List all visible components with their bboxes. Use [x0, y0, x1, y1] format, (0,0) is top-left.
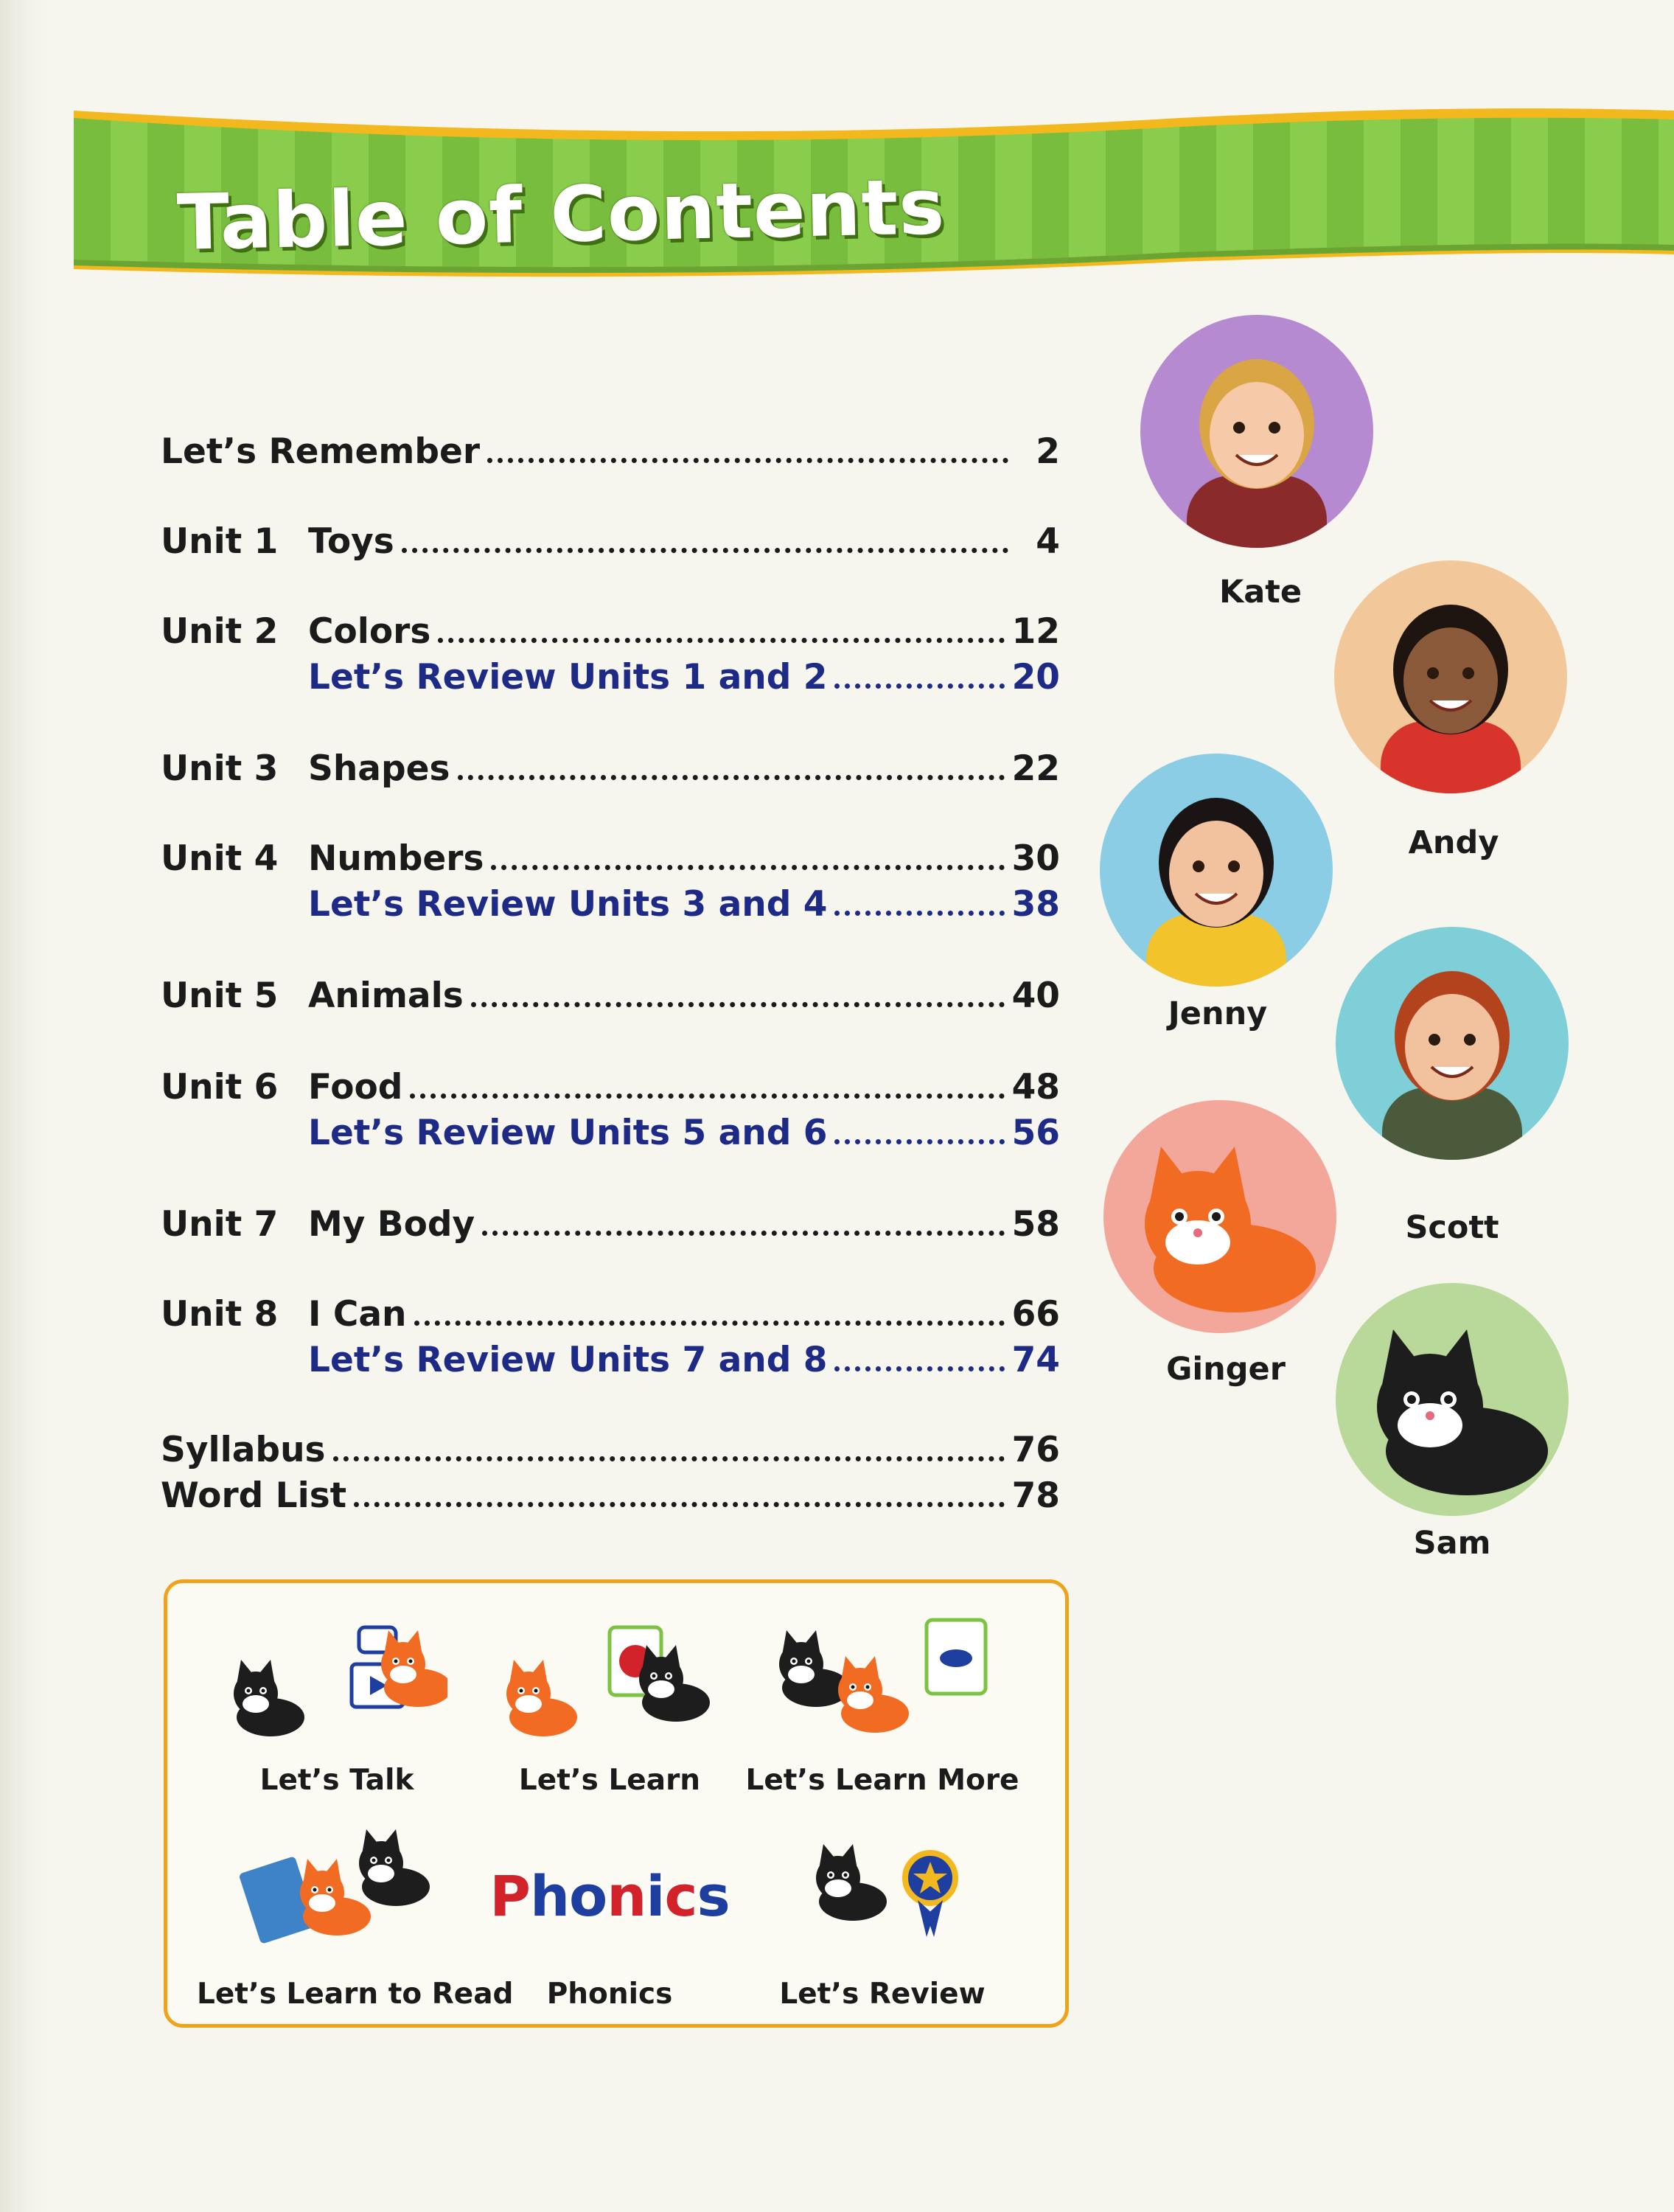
toc-title: Numbers — [308, 838, 484, 879]
toc-title: Word List — [161, 1475, 347, 1516]
character-portrait — [1103, 1100, 1336, 1333]
legend-label: Let’s Talk — [259, 1764, 414, 1797]
legend-label: Let’s Review — [779, 1978, 986, 2011]
toc-title: Let’s Review Units 5 and 6 — [308, 1113, 828, 1153]
toc-title: Syllabus — [161, 1430, 326, 1470]
character-name: Andy — [1408, 824, 1499, 861]
legend-item — [742, 1826, 1022, 2025]
legend-label: Let’s Learn to Read — [197, 1978, 514, 2011]
toc-title: Animals — [308, 975, 464, 1016]
toc-page-number: 74 — [1011, 1340, 1060, 1380]
cats-bird-cards-icon — [779, 1613, 993, 1738]
toc-page-number: 78 — [1011, 1475, 1060, 1516]
legend-item — [742, 1613, 1022, 1812]
toc-entry[interactable] — [161, 609, 1060, 655]
toc-entry[interactable] — [161, 1202, 1060, 1248]
toc-title: Let’s Review Units 3 and 4 — [308, 884, 828, 925]
cat-apple-card-icon — [506, 1613, 720, 1738]
page-title: Table of Contents — [175, 161, 946, 268]
toc-page-number: 30 — [1011, 838, 1060, 879]
toc-title: Colors — [308, 611, 431, 652]
toc-page-number: 20 — [1011, 657, 1060, 698]
toc-review-entry[interactable] — [161, 882, 1060, 928]
toc-review-entry[interactable] — [161, 1338, 1060, 1383]
toc-entry[interactable] — [161, 973, 1060, 1019]
toc-review-entry[interactable] — [161, 1110, 1060, 1156]
toc-unit-number: Unit 2 — [161, 611, 279, 652]
toc-unit-number: Unit 6 — [161, 1067, 279, 1107]
toc-unit-number: Unit 3 — [161, 748, 279, 789]
character-name: Ginger — [1166, 1351, 1286, 1388]
character-name: Jenny — [1168, 995, 1268, 1032]
toc-title: I Can — [308, 1294, 407, 1335]
toc-unit-number: Unit 1 — [161, 521, 279, 562]
character-name: Kate — [1218, 574, 1302, 611]
dot-leader — [458, 775, 1005, 780]
phonics-logo — [470, 1863, 750, 1929]
dot-leader — [834, 1366, 1004, 1371]
toc-page-number: 22 — [1011, 748, 1060, 789]
dot-leader — [471, 1002, 1005, 1007]
character-portrait — [1336, 927, 1569, 1160]
dot-leader — [487, 458, 1008, 463]
icon-legend-box — [164, 1579, 1069, 2028]
toc-review-entry[interactable] — [161, 655, 1060, 700]
toc-page-number: 4 — [1036, 521, 1060, 562]
toc-entry[interactable] — [161, 519, 1060, 565]
cat-medal-icon — [779, 1826, 993, 1952]
dot-leader — [414, 1321, 1005, 1326]
legend-item — [197, 1826, 514, 2025]
character-name: Sam — [1413, 1525, 1491, 1562]
phonics-logo-letter: n — [607, 1863, 646, 1929]
cats-video-icon — [234, 1613, 447, 1738]
toc-page-number: 56 — [1011, 1113, 1060, 1153]
phonics-logo-letter: P — [489, 1863, 530, 1929]
toc-entry[interactable] — [161, 1473, 1060, 1519]
toc-title: Let’s Remember — [161, 431, 481, 472]
toc-title: Shapes — [308, 748, 450, 789]
phonics-logo-letter: h — [529, 1863, 570, 1929]
legend-item — [197, 1613, 477, 1812]
toc-unit-number: Unit 7 — [161, 1204, 279, 1245]
phonics-logo-letter: o — [569, 1863, 607, 1929]
phonics-logo-letter: i — [646, 1863, 665, 1929]
legend-label: Phonics — [546, 1978, 673, 2011]
toc-unit-number: Unit 4 — [161, 838, 279, 879]
character-portrait — [1334, 560, 1567, 793]
character-portrait — [1140, 315, 1373, 548]
page-spine-shadow — [0, 0, 52, 2212]
cats-book-icon — [234, 1826, 447, 1952]
dot-leader — [834, 684, 1004, 689]
phonics-logo-letter: s — [697, 1863, 730, 1929]
toc-page-number: 58 — [1011, 1204, 1060, 1245]
phonics-logo-letter: c — [664, 1863, 697, 1929]
toc-page-number: 48 — [1011, 1067, 1060, 1107]
toc-page-number: 66 — [1011, 1294, 1060, 1335]
toc-title: Let’s Review Units 7 and 8 — [308, 1340, 828, 1380]
dot-leader — [438, 638, 1004, 643]
toc-entry[interactable] — [161, 1427, 1060, 1473]
dot-leader — [482, 1231, 1004, 1236]
toc-page-number: 2 — [1036, 431, 1060, 472]
character-name: Scott — [1405, 1209, 1499, 1246]
toc-entry[interactable] — [161, 429, 1060, 475]
dot-leader — [834, 911, 1004, 916]
character-portrait — [1336, 1283, 1569, 1516]
character-portrait — [1100, 754, 1333, 987]
toc-entry[interactable] — [161, 1292, 1060, 1338]
dot-leader — [354, 1502, 1004, 1507]
toc-title: Toys — [308, 521, 394, 562]
toc-page-number: 76 — [1011, 1430, 1060, 1470]
toc-page-number: 38 — [1011, 884, 1060, 925]
dot-leader — [491, 865, 1004, 870]
dot-leader — [834, 1139, 1004, 1144]
dot-leader — [410, 1093, 1004, 1099]
toc-unit-number: Unit 5 — [161, 975, 279, 1016]
legend-item — [470, 1613, 750, 1812]
toc-entry[interactable] — [161, 836, 1060, 882]
dot-leader — [402, 548, 1008, 553]
toc-page-number: 12 — [1011, 611, 1060, 652]
legend-item — [470, 1826, 750, 2025]
legend-label: Let’s Learn — [518, 1764, 701, 1797]
toc-entry[interactable] — [161, 1065, 1060, 1110]
dot-leader — [333, 1456, 1005, 1461]
toc-unit-number: Unit 8 — [161, 1294, 279, 1335]
table-of-contents — [161, 0, 1060, 1548]
toc-title: Let’s Review Units 1 and 2 — [308, 657, 828, 698]
toc-title: My Body — [308, 1204, 475, 1245]
toc-title: Food — [308, 1067, 403, 1107]
toc-page-number: 40 — [1011, 975, 1060, 1016]
toc-entry[interactable] — [161, 746, 1060, 792]
legend-label: Let’s Learn More — [745, 1764, 1019, 1797]
